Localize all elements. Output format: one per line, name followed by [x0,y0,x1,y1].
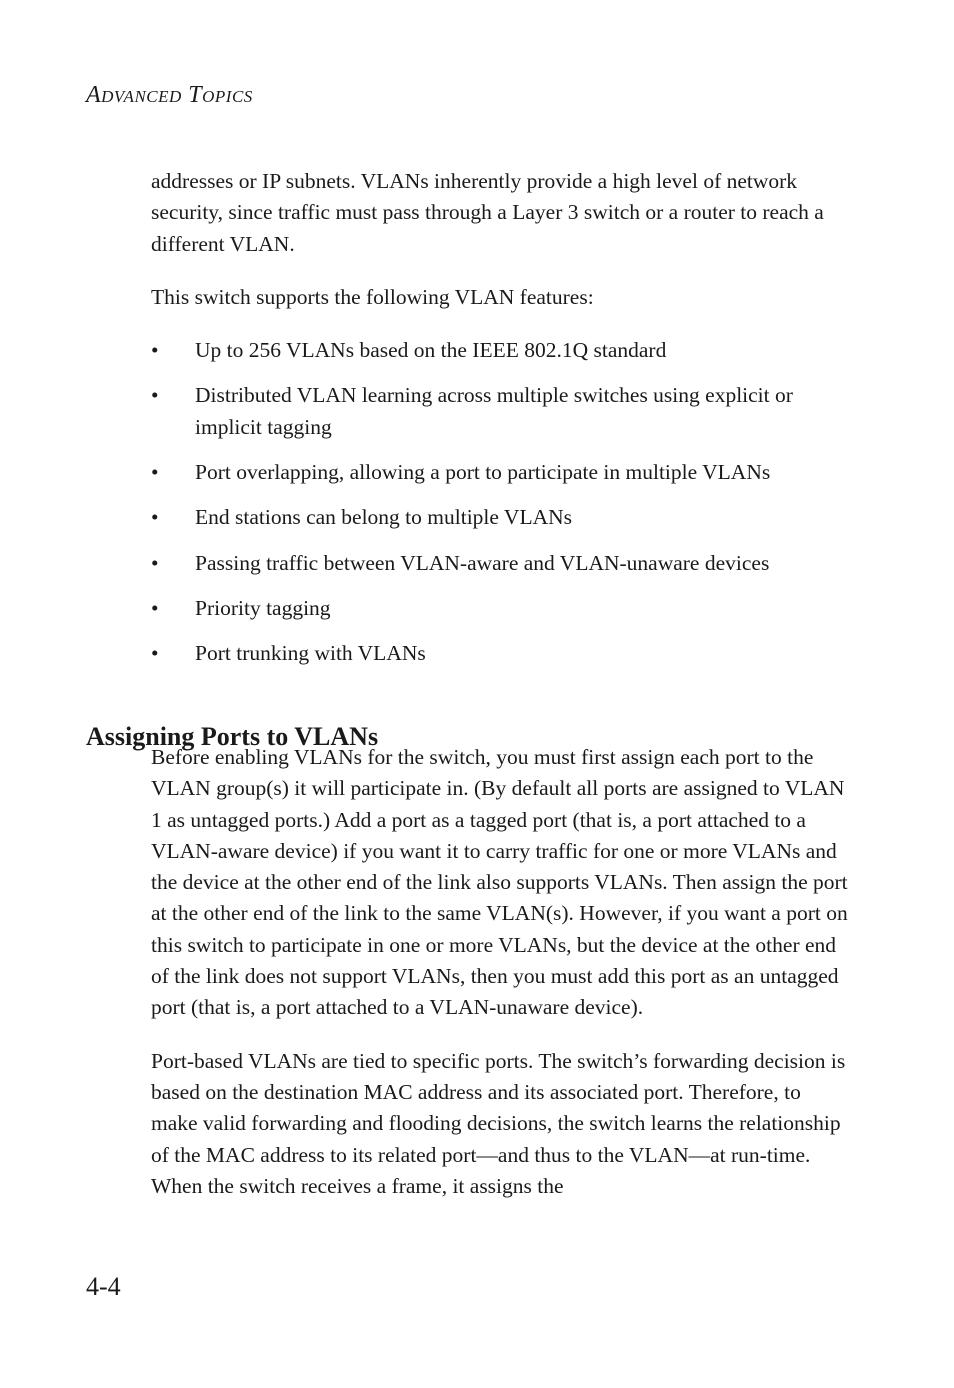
bullet-icon: • [151,641,159,666]
intro-paragraph: addresses or IP subnets. VLANs inherently provide a high level of network security, since traffic must pass through a Layer 3 switch or a router to reach a different VLAN. [151,169,824,256]
bullet-icon: • [151,595,159,620]
running-header: Advanced Topics [86,82,253,108]
feature-text: Port trunking with VLANs [195,641,426,666]
list-item [151,335,851,366]
feature-text: Passing traffic between VLAN-aware and VLAN-unaware devices [195,550,770,575]
bullet-icon: • [151,460,159,485]
intro-content [151,166,851,684]
section-heading: Assigning Ports to VLANs [86,721,379,751]
feature-text: Priority tagging [195,595,331,620]
section-body [151,742,851,1202]
feature-text: Distributed VLAN learning across multiple switches using explicit or implicit tagging [195,383,793,439]
list-item [151,593,851,624]
list-item [151,502,851,533]
list-item [151,638,851,669]
feature-text: End stations can belong to multiple VLANs [195,505,573,530]
list-item [151,380,851,443]
feature-text: Up to 256 VLANs based on the IEEE 802.1Q standard [195,338,667,363]
features-lead: This switch supports the following VLAN features: [151,284,594,309]
list-item [151,457,851,488]
section-paragraph-1: Before enabling VLANs for the switch, you must first assign each port to the VLAN group(s) it will participate in. (By default all ports are assigned to VLAN 1 as untagged ports.) Add a port as a tagged port (that is, a port attached to a VLAN-aware device) if you want it to carry traffic for one or more VLANs and the device at the other end of the link also supports VLANs. Then assign the port at the other end of the link to the same VLAN(s). However, if you want a port on this switch to participate in one or more VLANs, but the device at the other end of the link does not support VLANs, then you must add this port as an untagged port (that is, a port attached to a VLAN-unaware device). [151,745,848,1020]
bullet-icon: • [151,550,159,575]
section-paragraph-2: Port-based VLANs are tied to specific ports. The switch’s forwarding decision is based on the destination MAC address and its associated port. Therefore, to make valid forwarding and flooding decisions, the switch learns the relationship of the MAC address to its related port—and thus to the VLAN—at run-time. When the switch receives a frame, it assigns the [151,1048,846,1198]
feature-text: Port overlapping, allowing a port to participate in multiple VLANs [195,460,771,485]
bullet-icon: • [151,338,159,363]
feature-list [151,335,851,669]
bullet-icon: • [151,505,159,530]
list-item [151,548,851,579]
page-number: 4-4 [86,1272,121,1301]
bullet-icon: • [151,383,159,408]
